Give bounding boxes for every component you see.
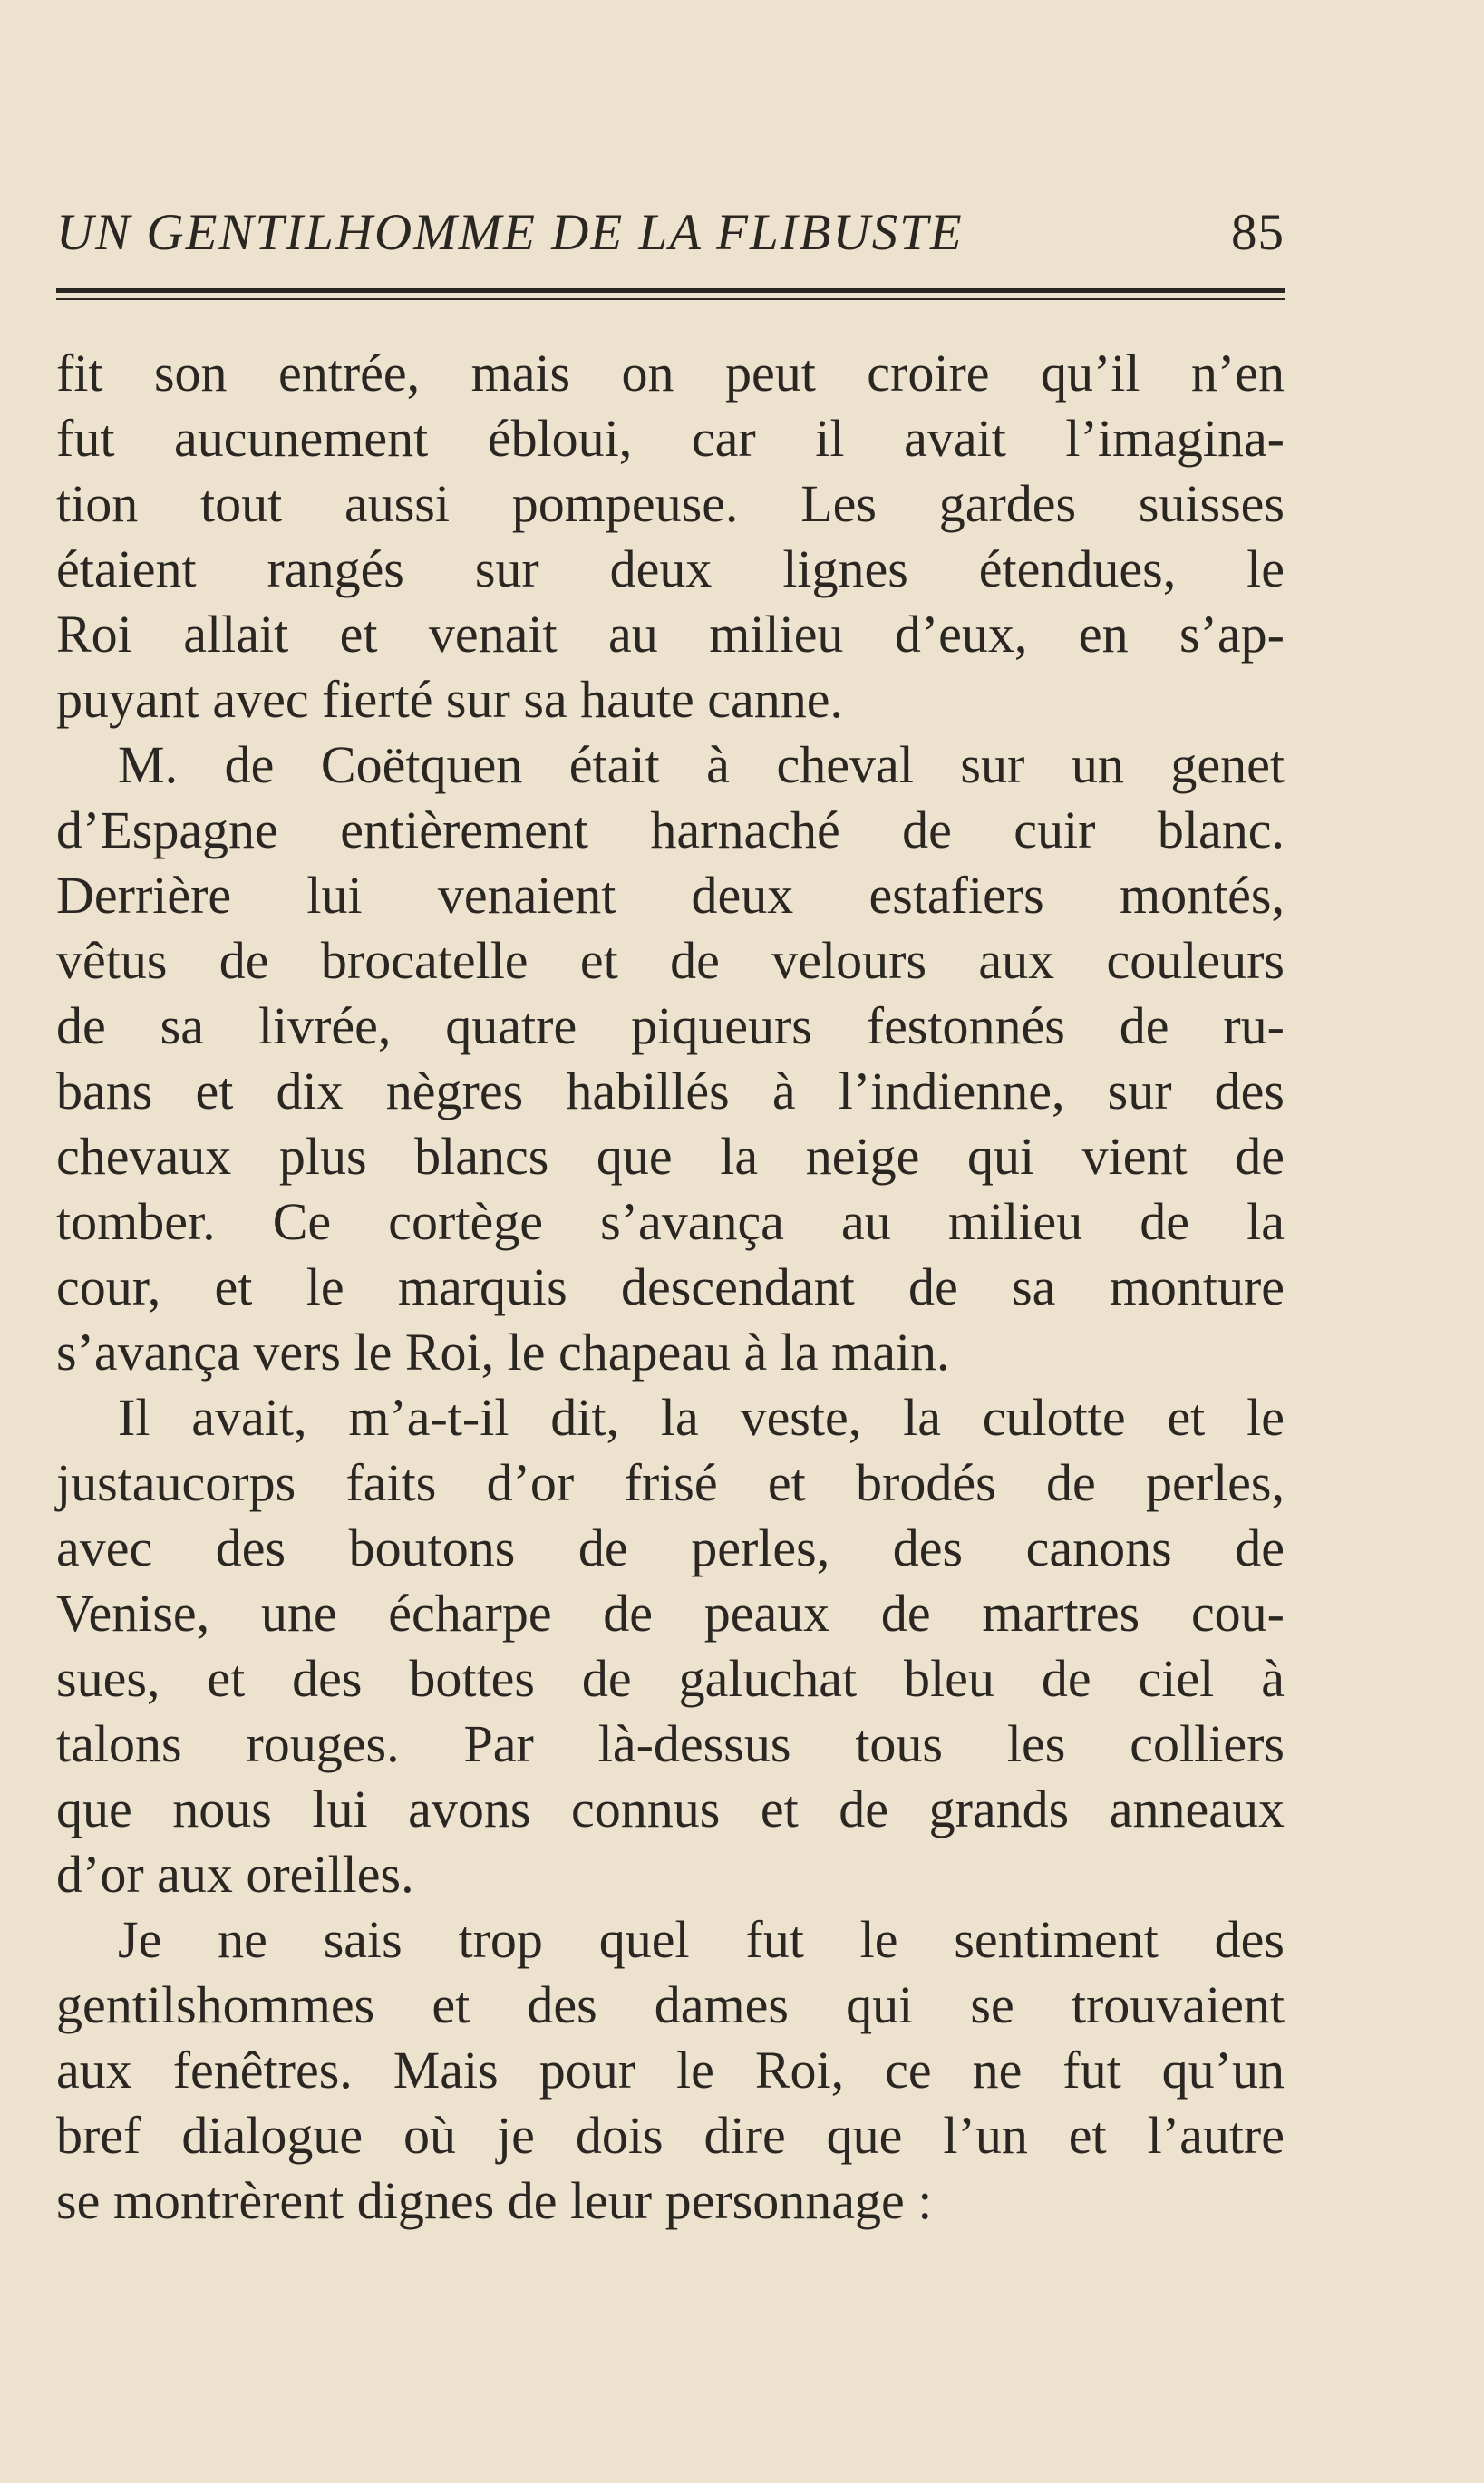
text-line: d’Espagne entièrement harnaché de cuir blanc. bbox=[56, 800, 1285, 859]
text-line: vêtus de brocatelle et de velours aux couleurs bbox=[56, 931, 1285, 990]
paragraph-first-line: M. de Coëtquen était à cheval sur un genet bbox=[118, 735, 1285, 794]
text-line: Venise, une écharpe de peaux de martres cou- bbox=[56, 1584, 1285, 1643]
paragraph-first-line: Je ne sais trop quel fut le sentiment des bbox=[118, 1910, 1285, 1969]
text-line: justaucorps faits d’or frisé et brodés de perles, bbox=[56, 1453, 1285, 1512]
text-line: d’or aux oreilles. bbox=[56, 1845, 414, 1904]
header-rule-thin bbox=[56, 298, 1285, 300]
text-line: aux fenêtres. Mais pour le Roi, ce ne fut qu’un bbox=[56, 2041, 1285, 2100]
text-line: talons rouges. Par là-dessus tous les colliers bbox=[56, 1714, 1285, 1773]
text-line: cour, et le marquis descendant de sa monture bbox=[56, 1257, 1285, 1316]
text-line: fut aucunement ébloui, car il avait l’imagina- bbox=[56, 409, 1285, 468]
text-line: se montrèrent dignes de leur personnage : bbox=[56, 2171, 933, 2230]
text-line: s’avança vers le Roi, le chapeau à la main. bbox=[56, 1323, 950, 1382]
text-line: chevaux plus blancs que la neige qui vient de bbox=[56, 1127, 1285, 1186]
text-line: avec des boutons de perles, des canons de bbox=[56, 1518, 1285, 1577]
header-rule-thick bbox=[56, 288, 1285, 293]
text-line: puyant avec fierté sur sa haute canne. bbox=[56, 670, 843, 729]
text-line: Roi allait et venait au milieu d’eux, en s’ap- bbox=[56, 605, 1285, 664]
text-line: bans et dix nègres habillés à l’indienne, sur des bbox=[56, 1062, 1285, 1120]
running-title: UN GENTILHOMME DE LA FLIBUSTE bbox=[56, 204, 964, 261]
paragraph-first-line: Il avait, m’a-t-il dit, la veste, la culotte et le bbox=[118, 1388, 1285, 1447]
text-line: Derrière lui venaient deux estafiers montés, bbox=[56, 866, 1285, 925]
text-line: tion tout aussi pompeuse. Les gardes suisses bbox=[56, 474, 1285, 533]
body-text bbox=[56, 341, 1285, 2234]
text-line: étaient rangés sur deux lignes étendues, le bbox=[56, 539, 1285, 598]
text-line: que nous lui avons connus et de grands anneaux bbox=[56, 1780, 1285, 1838]
page-number: 85 bbox=[1231, 204, 1285, 261]
running-head bbox=[56, 201, 1285, 265]
text-line: gentilshommes et des dames qui se trouvaient bbox=[56, 1975, 1285, 2034]
text-line: tomber. Ce cortège s’avança au milieu de la bbox=[56, 1192, 1285, 1251]
text-line: de sa livrée, quatre piqueurs festonnés de ru- bbox=[56, 996, 1285, 1055]
text-line: sues, et des bottes de galuchat bleu de ciel à bbox=[56, 1649, 1285, 1708]
text-line: bref dialogue où je dois dire que l’un et l’autre bbox=[56, 2106, 1285, 2165]
text-line: fit son entrée, mais on peut croire qu’il n’en bbox=[56, 344, 1285, 403]
